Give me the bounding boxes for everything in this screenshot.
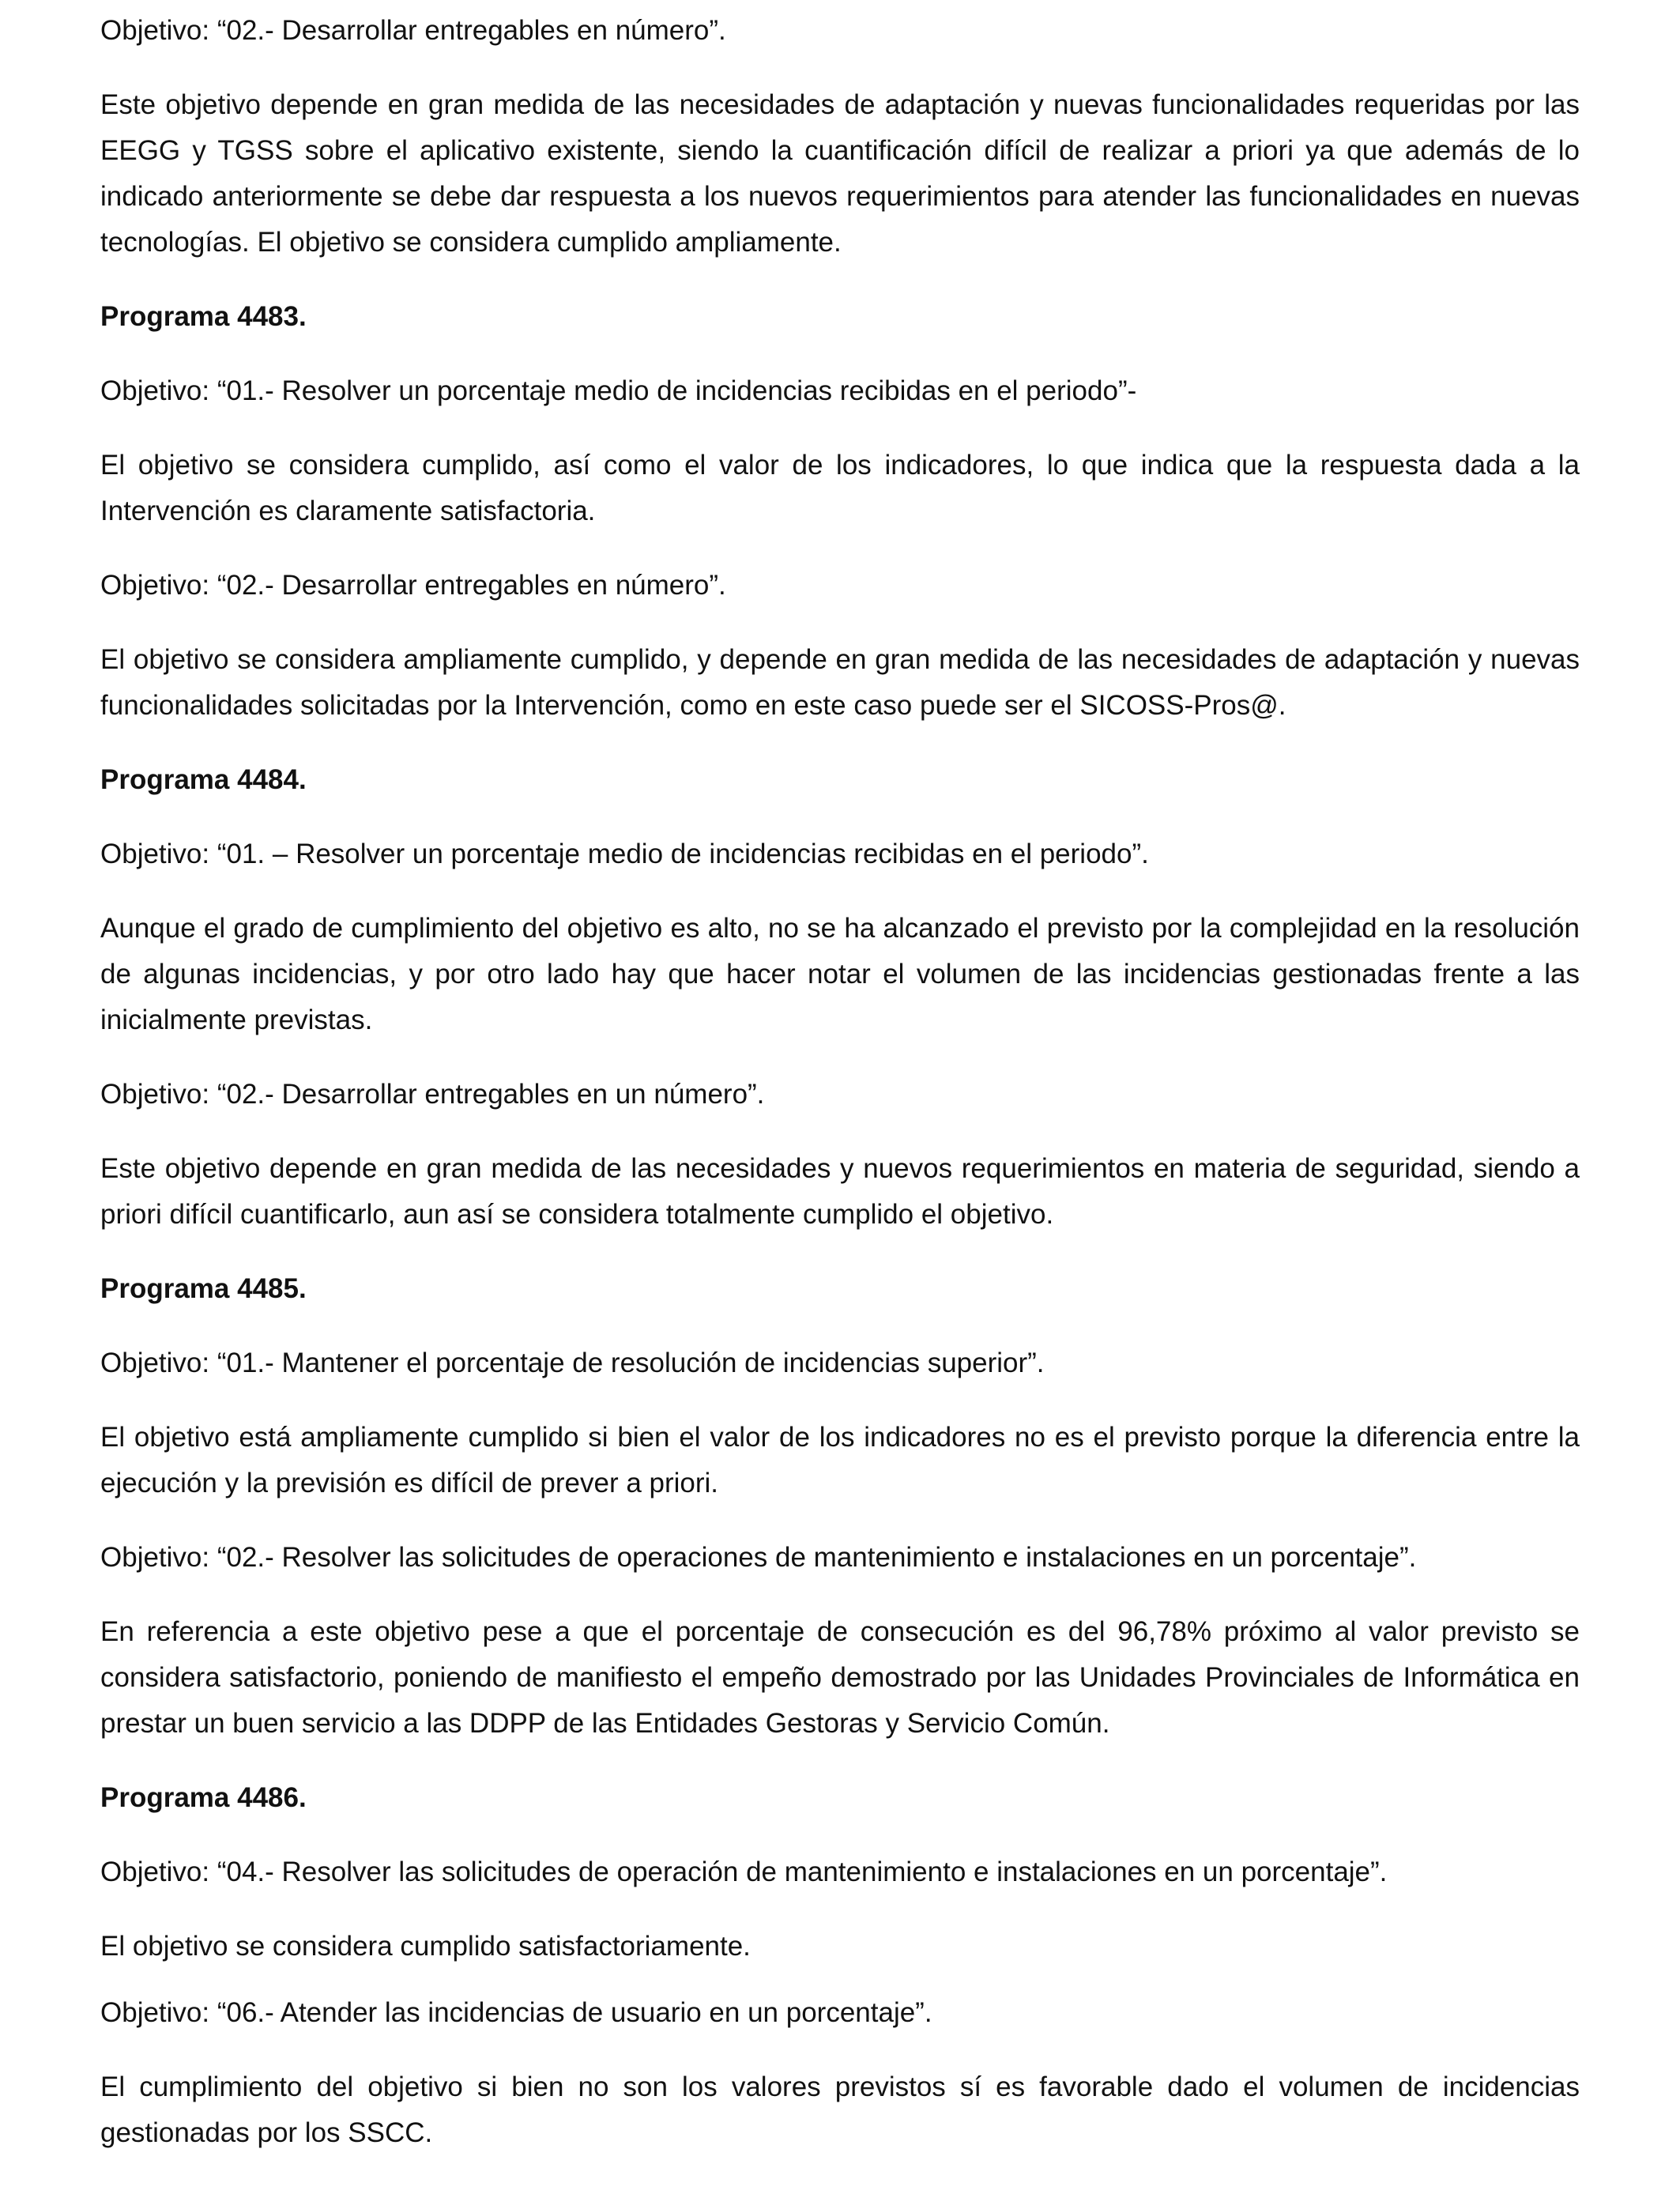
objective-line: Objetivo: “02.- Desarrollar entregables en número”. xyxy=(100,570,726,601)
body-paragraph: Este objetivo depende en gran medida de las necesidades y nuevos requerimientos en materia de seguridad, siendo a priori difícil cuantificarlo, aun así se considera totalmente cumplido el objetivo. xyxy=(100,1153,1580,1230)
objective-line: Objetivo: “01.- Mantener el porcentaje de resolución de incidencias superior”. xyxy=(100,1348,1045,1378)
section-heading: Programa 4485. xyxy=(100,1273,307,1304)
body-paragraph: Este objetivo depende en gran medida de las necesidades de adaptación y nuevas funcionalidades requeridas por las EEGG y TGSS sobre el aplicativo existente, siendo la cuantificación difícil de realizar a priori ya que además de lo indicado anteriormente se debe dar respuesta a los nuevos requerimientos para atender las funcionalidades en nuevas tecnologías. El objetivo se considera cumplido ampliamente. xyxy=(100,89,1580,258)
objective-line: Objetivo: “06.- Atender las incidencias de usuario en un porcentaje”. xyxy=(100,1997,932,2028)
objective-line: Objetivo: “01.- Resolver un porcentaje medio de incidencias recibidas en el periodo”- xyxy=(100,375,1137,406)
body-paragraph: En referencia a este objetivo pese a que el porcentaje de consecución es del 96,78% próximo al valor previsto se considera satisfactorio, poniendo de manifiesto el empeño demostrado por las Unidades Provinciales de Informática en prestar un buen servicio a las DDPP de las Entidades Gestoras y Servicio Común. xyxy=(100,1616,1580,1739)
objective-line: Objetivo: “02.- Desarrollar entregables en un número”. xyxy=(100,1079,765,1110)
objective-line: Objetivo: “02.- Desarrollar entregables en número”. xyxy=(100,15,726,46)
body-paragraph: El objetivo se considera ampliamente cumplido, y depende en gran medida de las necesidades de adaptación y nuevas funcionalidades solicitadas por la Intervención, como en este caso puede ser el SICOSS-Pros@. xyxy=(100,644,1580,721)
body-paragraph: El objetivo está ampliamente cumplido si bien el valor de los indicadores no es el previsto porque la diferencia entre la ejecución y la previsión es difícil de prever a priori. xyxy=(100,1422,1580,1498)
body-paragraph: El cumplimiento del objetivo si bien no son los valores previstos sí es favorable dado el volumen de incidencias gestionadas por los SSCC. xyxy=(100,2071,1580,2148)
section-heading: Programa 4483. xyxy=(100,301,307,332)
section-heading: Programa 4486. xyxy=(100,1782,307,1813)
objective-line: Objetivo: “01. – Resolver un porcentaje medio de incidencias recibidas en el periodo”. xyxy=(100,839,1149,869)
section-heading: Programa 4484. xyxy=(100,764,307,795)
document-page xyxy=(100,8,1580,2185)
body-paragraph: El objetivo se considera cumplido satisfactoriamente. xyxy=(100,1931,751,1962)
body-paragraph: Aunque el grado de cumplimiento del objetivo es alto, no se ha alcanzado el previsto por la complejidad en la resolución de algunas incidencias, y por otro lado hay que hacer notar el volumen de las incidencias gestionadas frente a las inicialmente previstas. xyxy=(100,913,1580,1035)
body-paragraph: El objetivo se considera cumplido, así como el valor de los indicadores, lo que indica que la respuesta dada a la Intervención es claramente satisfactoria. xyxy=(100,450,1580,526)
objective-line: Objetivo: “02.- Resolver las solicitudes de operaciones de mantenimiento e instalaciones en un porcentaje”. xyxy=(100,1542,1417,1573)
objective-line: Objetivo: “04.- Resolver las solicitudes de operación de mantenimiento e instalaciones en un porcentaje”. xyxy=(100,1857,1388,1887)
